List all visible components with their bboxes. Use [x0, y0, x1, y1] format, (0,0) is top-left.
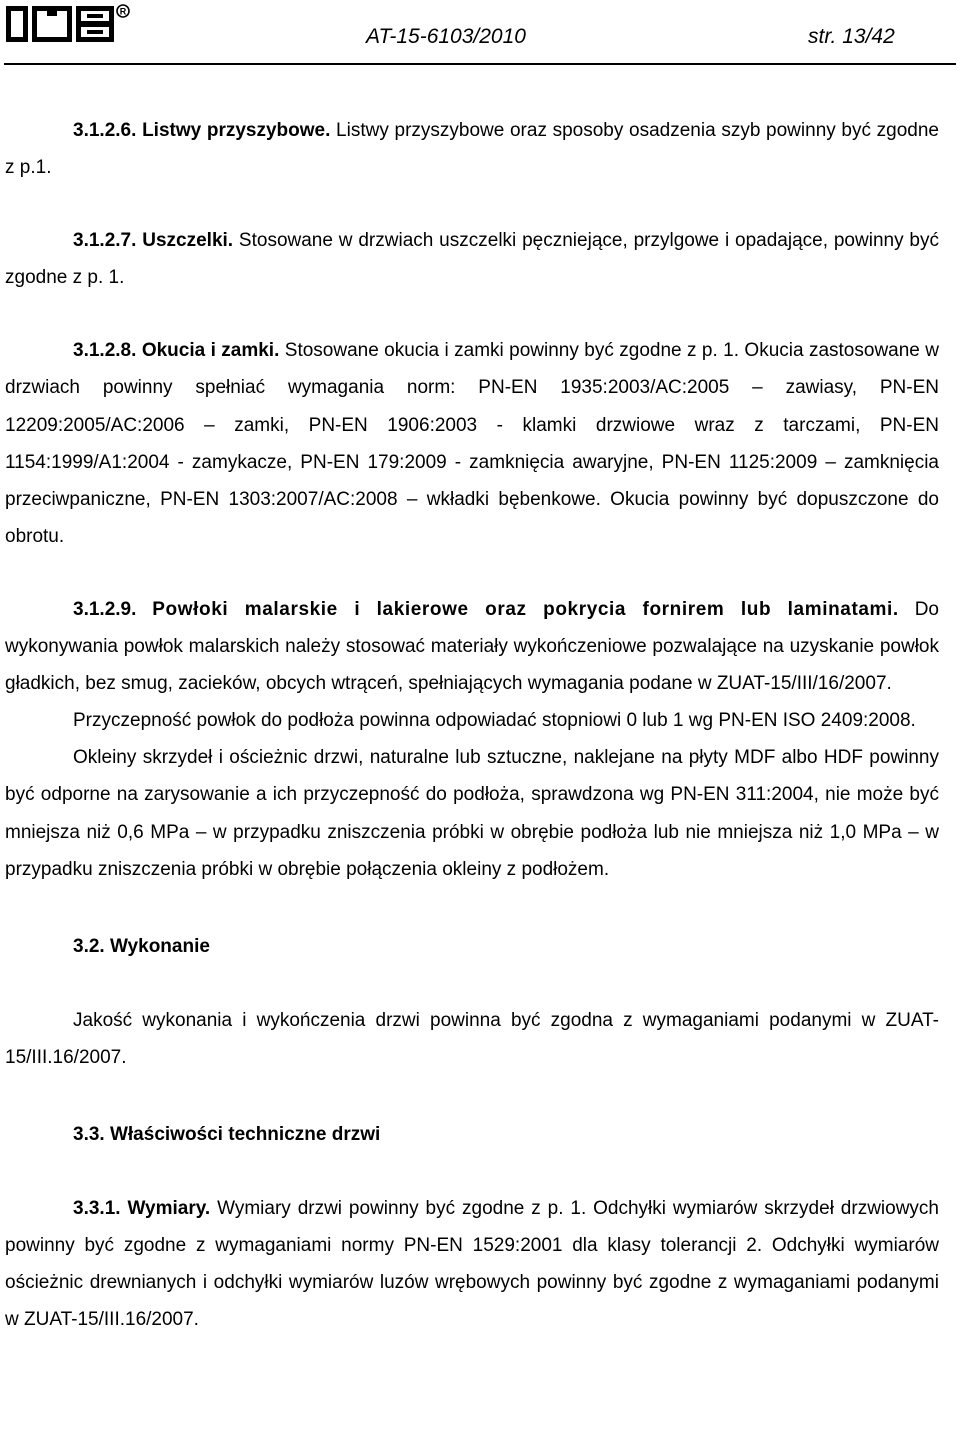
section-3-1-2-8 — [5, 332, 939, 555]
adhesion-paragraph: Przyczepność powłok do podłoża powinna odpowiadać stopniowi 0 lub 1 wg PN-EN ISO 2409:2008. — [73, 710, 916, 732]
section-number: 3.1.2.6. — [73, 120, 137, 141]
page-header — [0, 0, 960, 62]
section-3-2-heading: 3.2. Wykonanie — [73, 935, 210, 957]
section-3-1-2-6 — [5, 112, 939, 186]
section-number: 3.1.2.9. — [73, 598, 137, 620]
page-number: str. 13/42 — [808, 25, 895, 48]
section-text: Wymiary drzwi powinny być zgodne z p. 1. Odchyłki wymiarów skrzydeł drzwiowych powinny być zgodne z wymaganiami normy PN-EN 1529:2001 dla klasy tolerancji 2. Odchyłki wymiarów ościeżnic drewnianych i odchyłki wymiarów luzów wrębowych powinny być zgodne z wymaganiami podanymi w ZUAT-15/III.16/2007. — [5, 1198, 940, 1331]
section-number: 3.1.2.8. — [73, 340, 137, 362]
veneer-paragraph: Okleiny skrzydeł i ościeżnic drzwi, naturalne lub sztuczne, naklejane na płyty MDF albo HDF powinny być odporne na zarysowanie a ich przyczepność do podłoża, sprawdzona wg PN-EN 311:2004, nie może być mniejsza niż 0,6 MPa – w przypadku zniszczenia próbki w obrębie podłoża lub nie mniejsza niż 1,0 MPa – w przypadku zniszczenia próbki w obrębie połączenia okleiny z podłożem. — [5, 747, 939, 880]
section-3-3-1 — [5, 1190, 939, 1338]
section-text: Stosowane okucia i zamki powinny być zgodne z p. 1. Okucia zastosowane w drzwiach powinny spełniać wymagania norm: PN-EN 1935:2003/AC:2005 – zawiasy, PN-EN 12209:2005/AC:2006 – zamki, PN-EN 1906:2003 - klamki drzwiowe wraz z tarczami, PN-EN 1154:1999/A1:2004 - zamykacze, PN-EN 179:2009 - zamknięcia awaryjne, PN-EN 1125:2009 – zamknięcia przeciwpaniczne, PN-EN 1303:2007/AC:2008 – wkładki bębenkowe. Okucia powinny być dopuszczone do obrotu. — [5, 340, 939, 547]
section-title: Listwy przyszybowe. — [142, 120, 331, 141]
section-text: Listwy przyszybowe oraz sposoby osadzenia szyb powinny być zgodne z p.1. — [5, 120, 939, 179]
section-3-1-2-7 — [5, 222, 939, 296]
section-3-1-2-9 — [5, 591, 939, 702]
itb-logo-icon — [4, 2, 132, 46]
section-title: Okucia i zamki. — [141, 340, 280, 362]
section-number: 3.3.1. — [73, 1198, 121, 1220]
document-body — [5, 112, 939, 1338]
section-title: Wymiary. — [127, 1198, 211, 1220]
svg-text:R: R — [119, 6, 127, 17]
header-divider — [4, 63, 956, 65]
section-3-2-text: Jakość wykonania i wykończenia drzwi powinna być zgodna z wymaganiami podanymi w ZUAT-15/III.16/2007. — [5, 1009, 939, 1068]
section-text: Do wykonywania powłok malarskich należy stosować materiały wykończeniowe pozwalające na uzyskanie powłok gładkich, bez smug, zacieków, obcych wtrąceń, spełniających wymagania podane w ZUAT-15/III/16/2007. — [5, 598, 939, 695]
section-3-3-heading: 3.3. Właściwości techniczne drzwi — [73, 1123, 381, 1145]
document-reference: AT-15-6103/2010 — [366, 25, 526, 48]
section-title: Uszczelki. — [142, 230, 234, 252]
section-number: 3.1.2.7. — [73, 230, 137, 252]
section-text: Stosowane w drzwiach uszczelki pęczniejące, przylgowe i opadające, powinny być zgodne z p. 1. — [5, 230, 939, 289]
section-title: Powłoki malarskie i lakierowe oraz pokrycia fornirem lub laminatami. — [152, 598, 899, 620]
